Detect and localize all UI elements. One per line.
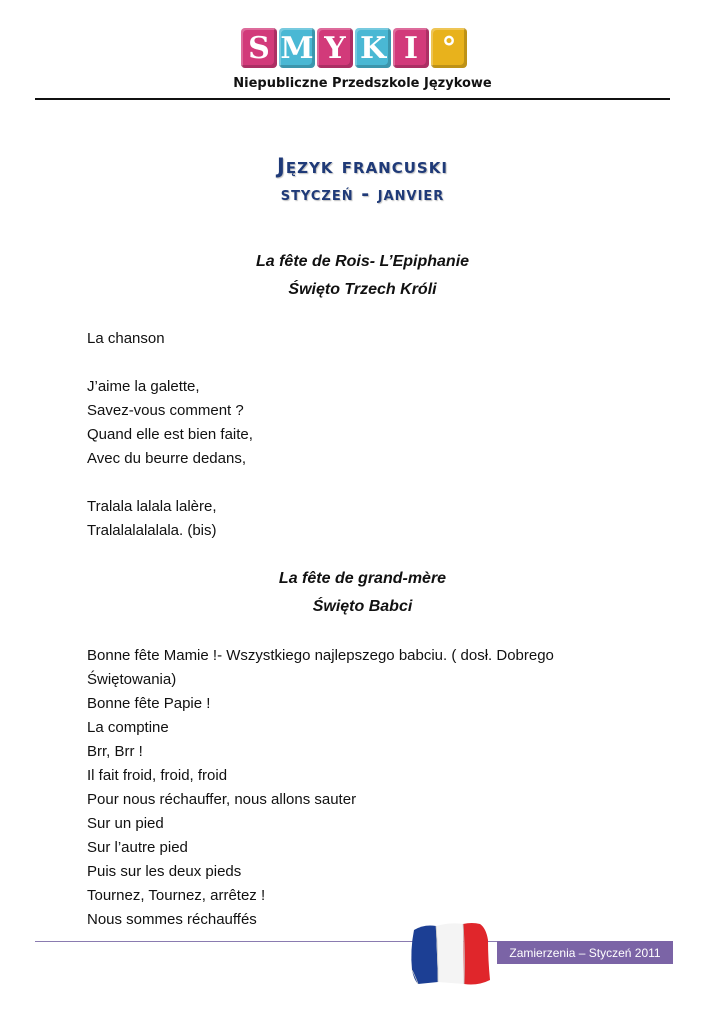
smyki-logo [241,28,467,68]
title-line-1: Język francuski [277,154,448,178]
text-line: La comptine [87,719,169,736]
french-flag-icon [408,920,493,988]
section1-heading-fr: La fête de Rois- L’Epiphanie [255,253,470,270]
text-line: Bonne fête Papie ! [87,695,211,712]
verse-line: Avec du beurre dedans, [87,450,247,467]
logo-block: S [241,28,277,68]
song-verse-2 [87,495,687,543]
verse-line: Tralalalalalala. (bis) [87,522,217,539]
verse-line: Quand elle est bien faite, [87,426,253,443]
logo-block: ° [431,28,467,68]
logo-block: K [355,28,391,68]
logo-block: Y [317,28,353,68]
section2-heading-pl: Święto Babci [312,598,413,615]
text-line: Puis sur les deux pieds [87,863,242,880]
text-line: Il fait froid, froid, froid [87,767,228,784]
footer-label: Zamierzenia – Styczeń 2011 [497,941,673,964]
text-line: Bonne fête Mamie !- Wszystkiego najlepszego babciu. ( dosł. Dobrego [87,647,554,664]
header-divider [35,98,670,100]
grandmother-text [87,644,687,932]
text-line: Sur un pied [87,815,164,832]
section1-heading-pl: Święto Trzech Króli [288,281,437,298]
logo-block: M [279,28,315,68]
verse-line: Savez-vous comment ? [87,402,244,419]
song-verse-1 [87,375,687,471]
text-line: Brr, Brr ! [87,743,143,760]
section2-heading-fr: La fête de grand-mère [278,570,447,587]
text-line: Świętowania) [87,671,177,688]
section2-heading [0,565,725,621]
verse-line: J’aime la galette, [87,378,200,395]
verse-line: Tralala lalala lalère, [87,498,217,515]
logo-block: I [393,28,429,68]
title-line-2: styczeń - janvier [280,183,445,205]
section1-heading [0,248,725,304]
school-subtitle: Niepubliczne Przedszkole Językowe [233,76,492,91]
song-label [87,327,687,351]
text-line: Pour nous réchauffer, nous allons sauter [87,791,357,808]
text-line: Sur l’autre pied [87,839,188,856]
song-label-text: La chanson [87,330,165,347]
document-title [0,152,725,208]
text-line: Tournez, Tournez, arrêtez ! [87,887,266,904]
text-line: Nous sommes réchauffés [87,911,257,928]
